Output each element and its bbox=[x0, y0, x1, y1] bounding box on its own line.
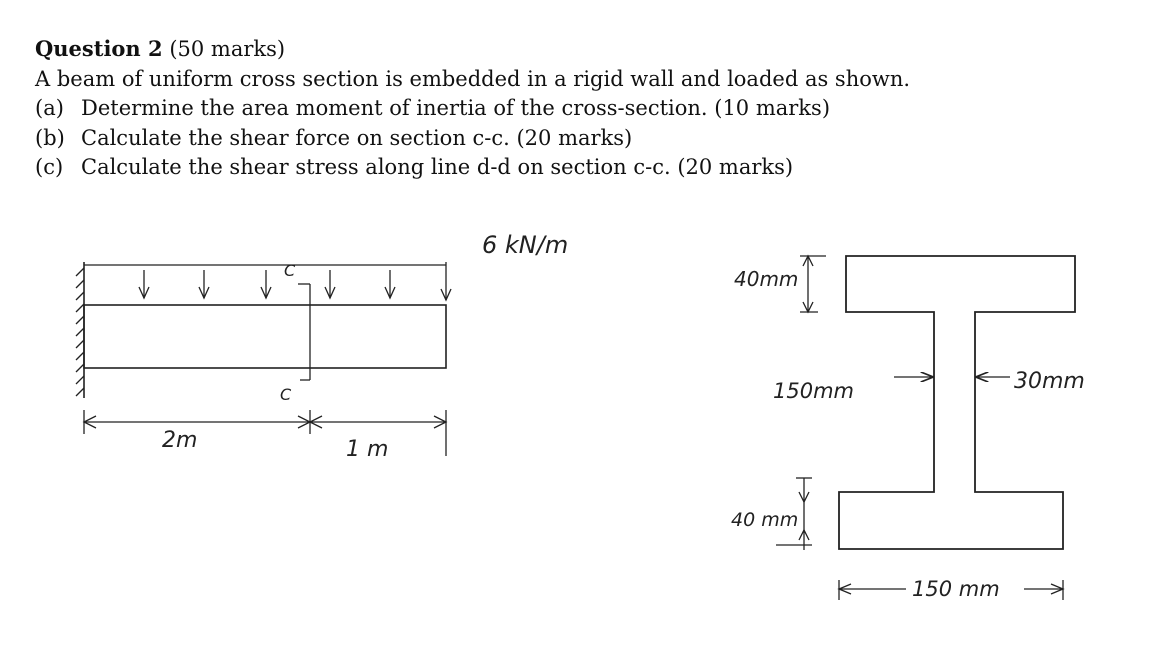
web-height-label: 150mm bbox=[773, 379, 854, 403]
part-c-text: Calculate the shear stress along line d-d on section c-c. (20 marks) bbox=[81, 155, 794, 179]
section-cut bbox=[298, 284, 310, 380]
wall-hatching bbox=[76, 268, 84, 396]
question-marks: (50 marks) bbox=[169, 37, 286, 61]
beam-body bbox=[84, 305, 446, 368]
beam-diagram bbox=[76, 262, 451, 456]
part-c-label: (c) bbox=[35, 155, 64, 179]
load-label: 6 kN/m bbox=[482, 231, 569, 259]
dim-left-label: 2m bbox=[162, 428, 198, 453]
bottom-flange-label: 40 mm bbox=[731, 509, 799, 531]
top-flange-dimension bbox=[800, 256, 826, 312]
top-flange-label: 40mm bbox=[734, 267, 799, 291]
section-label-top: C bbox=[284, 261, 296, 280]
beam-dimension bbox=[84, 410, 446, 456]
i-section-outline bbox=[839, 256, 1075, 549]
cross-section-diagram bbox=[776, 256, 1075, 600]
web-thickness-label: 30mm bbox=[1014, 369, 1085, 394]
part-b-text: Calculate the shear force on section c-c. (20 marks) bbox=[81, 125, 633, 150]
part-a-text: Determine the area moment of inertia of the cross-section. (10 marks) bbox=[81, 96, 831, 120]
part-a-label: (a) bbox=[35, 96, 64, 120]
part-b-label: (b) bbox=[35, 125, 65, 150]
question-title: Question 2 bbox=[35, 36, 163, 61]
section-label-bottom: C bbox=[280, 385, 292, 404]
question-intro: A beam of uniform cross section is embedded in a rigid wall and loaded as shown. bbox=[35, 66, 911, 91]
dim-right-label: 1 m bbox=[346, 437, 389, 462]
flange-width-label: 150 mm bbox=[912, 577, 1000, 601]
